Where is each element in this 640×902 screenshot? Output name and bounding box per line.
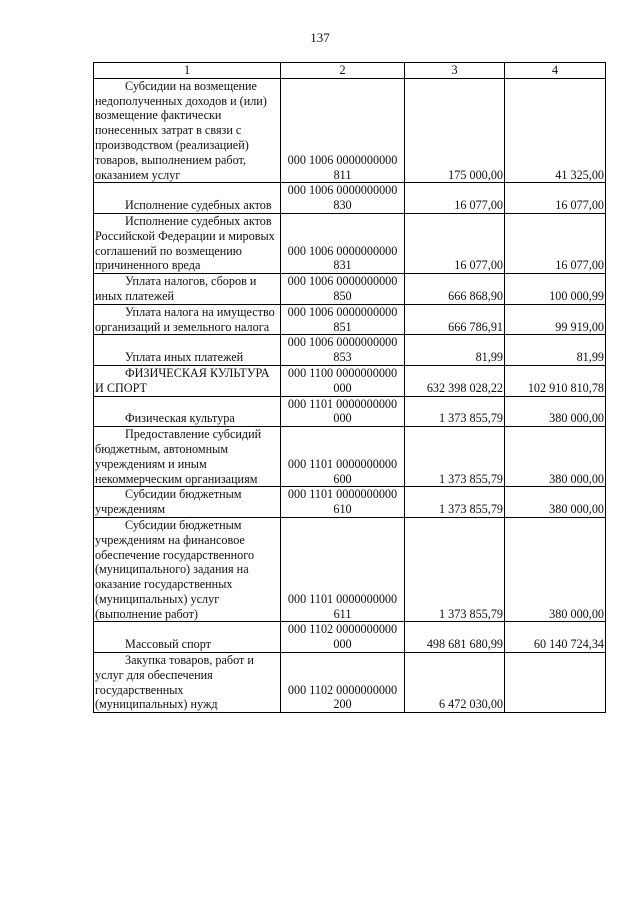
table-row <box>94 78 606 183</box>
row-code: 000 1006 0000000000 830 <box>281 183 405 214</box>
table-header-row <box>94 63 606 79</box>
row-code: 000 1102 0000000000 000 <box>281 622 405 653</box>
column-header: 4 <box>505 63 606 79</box>
row-value-col4: 99 919,00 <box>505 304 606 335</box>
row-name: Исполнение судебных актов Российской Федерации и мировых соглашений по возмещению причиненного вреда <box>94 213 281 273</box>
row-value-col4: 16 077,00 <box>505 183 606 214</box>
row-value-col4: 380 000,00 <box>505 427 606 487</box>
row-value-col3: 16 077,00 <box>405 213 505 273</box>
table-row <box>94 183 606 214</box>
table-row <box>94 517 606 622</box>
column-header: 1 <box>94 63 281 79</box>
row-value-col3: 6 472 030,00 <box>405 653 505 713</box>
row-code: 000 1006 0000000000 851 <box>281 304 405 335</box>
row-value-col4 <box>505 653 606 713</box>
table-row <box>94 487 606 518</box>
row-code: 000 1101 0000000000 610 <box>281 487 405 518</box>
row-name: Физическая культура <box>94 396 281 427</box>
row-value-col3: 175 000,00 <box>405 78 505 183</box>
row-value-col3: 81,99 <box>405 335 505 366</box>
row-value-col4: 380 000,00 <box>505 517 606 622</box>
row-value-col3: 16 077,00 <box>405 183 505 214</box>
row-name: Субсидии на возмещение недополученных доходов и (или) возмещение фактически понесенных затрат в связи с производством (реализацией) товаров, выполнением работ, оказанием услуг <box>94 78 281 183</box>
row-code: 000 1101 0000000000 000 <box>281 396 405 427</box>
row-value-col3: 1 373 855,79 <box>405 517 505 622</box>
row-code: 000 1006 0000000000 831 <box>281 213 405 273</box>
row-value-col4: 81,99 <box>505 335 606 366</box>
row-value-col4: 100 000,99 <box>505 274 606 305</box>
row-code: 000 1100 0000000000 000 <box>281 365 405 396</box>
row-name: ФИЗИЧЕСКАЯ КУЛЬТУРА И СПОРТ <box>94 365 281 396</box>
column-header: 2 <box>281 63 405 79</box>
row-value-col3: 1 373 855,79 <box>405 396 505 427</box>
row-code: 000 1006 0000000000 850 <box>281 274 405 305</box>
row-value-col4: 60 140 724,34 <box>505 622 606 653</box>
row-value-col4: 16 077,00 <box>505 213 606 273</box>
table-row <box>94 213 606 273</box>
table-row <box>94 427 606 487</box>
row-value-col3: 498 681 680,99 <box>405 622 505 653</box>
row-value-col3: 1 373 855,79 <box>405 487 505 518</box>
table-row <box>94 335 606 366</box>
row-value-col4: 380 000,00 <box>505 487 606 518</box>
row-name: Уплата налогов, сборов и иных платежей <box>94 274 281 305</box>
column-header: 3 <box>405 63 505 79</box>
table-row <box>94 274 606 305</box>
row-code: 000 1101 0000000000 611 <box>281 517 405 622</box>
row-value-col3: 1 373 855,79 <box>405 427 505 487</box>
table-row <box>94 653 606 713</box>
budget-table <box>93 62 606 713</box>
row-value-col4: 380 000,00 <box>505 396 606 427</box>
row-value-col4: 41 325,00 <box>505 78 606 183</box>
row-name: Исполнение судебных актов <box>94 183 281 214</box>
row-value-col4: 102 910 810,78 <box>505 365 606 396</box>
table-row <box>94 396 606 427</box>
table-row <box>94 622 606 653</box>
row-name: Массовый спорт <box>94 622 281 653</box>
row-code: 000 1006 0000000000 811 <box>281 78 405 183</box>
table-row <box>94 304 606 335</box>
row-name: Субсидии бюджетным учреждениям <box>94 487 281 518</box>
page-number: 137 <box>310 30 330 45</box>
row-value-col3: 666 786,91 <box>405 304 505 335</box>
row-name: Уплата налога на имущество организаций и земельного налога <box>94 304 281 335</box>
row-code: 000 1102 0000000000 200 <box>281 653 405 713</box>
row-code: 000 1006 0000000000 853 <box>281 335 405 366</box>
row-value-col3: 666 868,90 <box>405 274 505 305</box>
row-name: Закупка товаров, работ и услуг для обеспечения государственных (муниципальных) нужд <box>94 653 281 713</box>
table-row <box>94 365 606 396</box>
row-name: Предоставление субсидий бюджетным, автономным учреждениям и иным некоммерческим организациям <box>94 427 281 487</box>
row-name: Субсидии бюджетным учреждениям на финансовое обеспечение государственного (муниципального) задания на оказание государственных (муниципальных) услуг (выполнение работ) <box>94 517 281 622</box>
row-name: Уплата иных платежей <box>94 335 281 366</box>
row-code: 000 1101 0000000000 600 <box>281 427 405 487</box>
row-value-col3: 632 398 028,22 <box>405 365 505 396</box>
